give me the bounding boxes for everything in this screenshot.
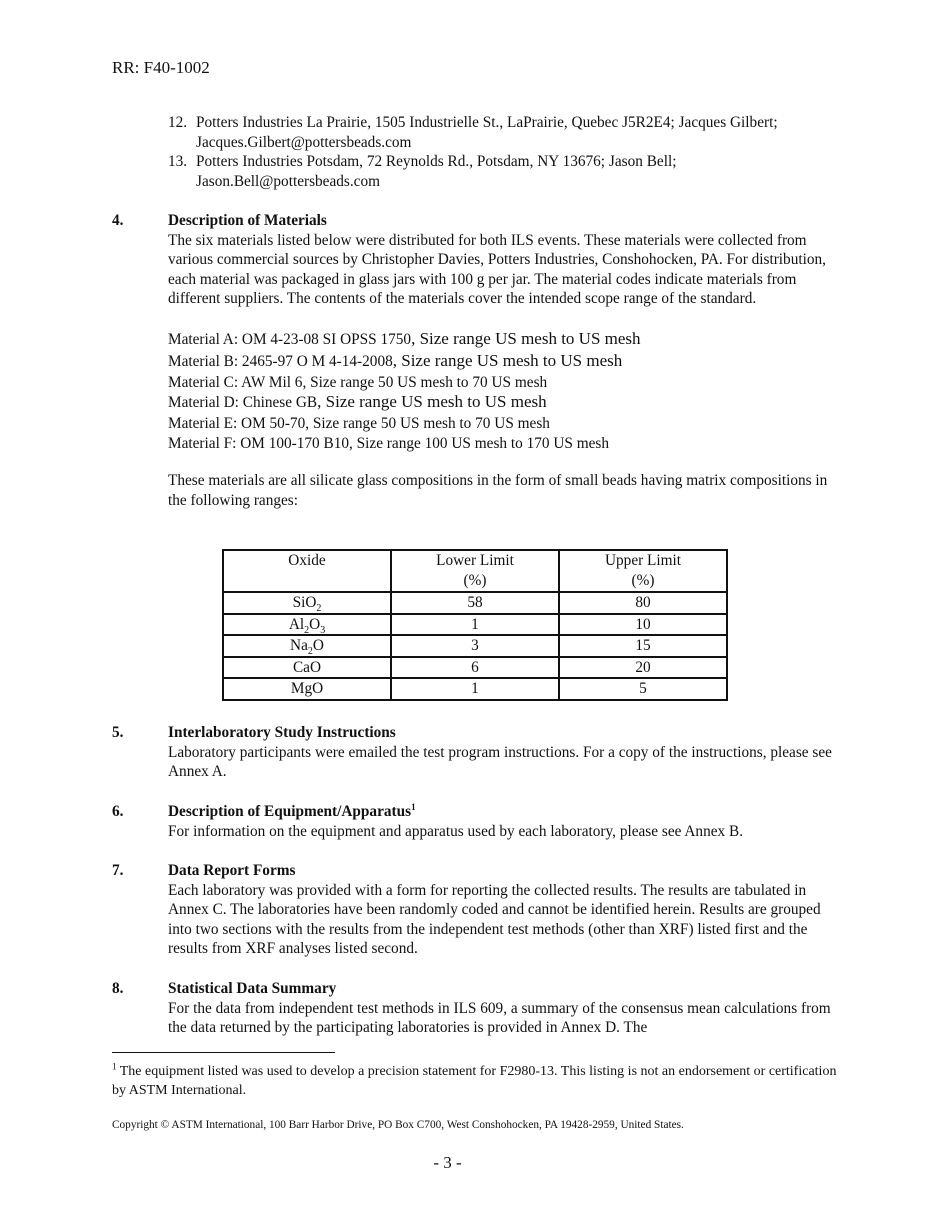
lower-limit-cell: 3 (391, 635, 559, 657)
section-number: 6. (112, 803, 124, 820)
material-lead: Material B: 2465-97 O M 4-14-2008 (168, 352, 393, 370)
materials-list (168, 329, 842, 453)
material-lead: Material D: Chinese GB (168, 393, 318, 411)
section-paragraph: These materials are all silicate glass compositions in the form of small beads having matrix compositions in the following ranges: (168, 471, 828, 509)
section-title: Description of Equipment/Apparatus$^1$ (168, 801, 416, 820)
section-title: Statistical Data Summary (168, 980, 337, 997)
material-range: , Size range US mesh to US mesh (411, 328, 641, 348)
footnote-text: The equipment listed was used to develop a precision statement for F2980-13. This listing is not an endorsement or certification by ASTM International. (112, 1064, 837, 1098)
reference-text: Potters Industries La Prairie, 1505 Industrielle St., LaPrairie, Quebec J5R2E4; Jacques Gilbert; Jacques.Gilbert@pottersbeads.com (196, 114, 778, 151)
lower-limit-cell: 58 (391, 592, 559, 614)
lower-limit-cell: 6 (391, 657, 559, 679)
material-range: , Size range US mesh to US mesh (317, 391, 547, 411)
section-paragraph: Each laboratory was provided with a form for reporting the collected results. The results are tabulated in Annex C. The laboratories have been randomly coded and cannot be identified herein. Results are grouped into two sections with the results from the independent test methods (other than XRF) listed first and the results from XRF analyses listed second. (168, 881, 821, 958)
oxide-cell: $Na_2O$ (223, 635, 391, 657)
column-header: Lower Limit (%) (391, 550, 559, 592)
oxide-cell: $Al_2O_3$ (223, 614, 391, 636)
table-row (223, 678, 727, 700)
reference-list (168, 113, 848, 191)
upper-limit-cell: 80 (559, 592, 727, 614)
table-row (223, 614, 727, 636)
table-row (223, 592, 727, 614)
report-number: RR: F40-1002 (112, 58, 210, 77)
material-item (168, 433, 842, 453)
section-title: Interlaboratory Study Instructions (168, 724, 396, 741)
material-item (168, 392, 842, 413)
section-number: 4. (112, 212, 124, 229)
section-equipment-apparatus (112, 802, 842, 841)
upper-limit-cell: 5 (559, 678, 727, 700)
page-number: - 3 - (433, 1153, 462, 1172)
table-row (223, 657, 727, 679)
oxide-cell: CaO (223, 657, 391, 679)
material-item (168, 372, 842, 392)
oxide-composition-table (222, 549, 728, 701)
material-item (168, 413, 842, 433)
material-item (168, 351, 842, 372)
reference-item (168, 113, 848, 152)
column-header: Oxide (223, 550, 391, 592)
section-number: 8. (112, 980, 124, 997)
footnote-mark: 1 (112, 1061, 117, 1072)
upper-limit-cell: 10 (559, 614, 727, 636)
section-number: 5. (112, 724, 124, 741)
material-item (168, 329, 842, 351)
material-lead: Material A: OM 4-23-08 SI OPSS 1750 (168, 330, 412, 348)
section-paragraph: The six materials listed below were distributed for both ILS events. These materials were collected from various commercial sources by Christopher Davies, Potters Industries, Conshohocken, PA. For distribution, each material was packaged in glass jars with 100 g per jar. The material codes indicate materials from different suppliers. The contents of the materials cover the intended scope range of the standard. (168, 231, 826, 308)
section-interlaboratory-instructions (112, 723, 842, 782)
section-paragraph: For the data from independent test methods in ILS 609, a summary of the consensus mean calculations from the data returned by the participating laboratories is provided in Annex D. The (168, 999, 831, 1037)
reference-item (168, 152, 848, 191)
section-title: Data Report Forms (168, 862, 296, 879)
material-lead: Material E: OM 50-70, Size range 50 US mesh to 70 US mesh (168, 414, 550, 432)
lower-limit-cell: 1 (391, 678, 559, 700)
reference-number: 12. (168, 114, 188, 131)
section-title: Description of Materials (168, 212, 327, 229)
oxide-cell: SiO$_2$ (223, 592, 391, 614)
material-lead: Material C: AW Mil 6, Size range 50 US mesh to 70 US mesh (168, 373, 548, 391)
section-paragraph: Laboratory participants were emailed the test program instructions. For a copy of the instructions, please see Annex A. (168, 743, 832, 781)
table-row (223, 635, 727, 657)
footnote-divider (112, 1052, 335, 1053)
reference-number: 13. (168, 153, 188, 171)
lower-limit-cell: 1 (391, 614, 559, 636)
section-paragraph: For information on the equipment and apparatus used by each laboratory, please see Annex B. (168, 822, 744, 840)
section-statistical-summary (112, 979, 842, 1038)
table-header-row (223, 550, 727, 592)
material-range: , Size range US mesh to US mesh (392, 350, 623, 370)
section-description-of-materials (112, 211, 842, 510)
section-data-report-forms (112, 861, 842, 959)
upper-limit-cell: 20 (559, 657, 727, 679)
reference-text: Potters Industries Potsdam, 72 Reynolds Rd., Potsdam, NY 13676; Jason Bell; Jason.Bell@pottersbeads.com (196, 153, 677, 190)
material-lead: Material F: OM 100-170 B10, Size range 100 US mesh to 170 US mesh (168, 434, 610, 452)
upper-limit-cell: 15 (559, 635, 727, 657)
section-number: 7. (112, 862, 124, 879)
footnote-reference: 1 (411, 801, 416, 812)
footnote (112, 1062, 842, 1100)
column-header: Upper Limit (%) (559, 550, 727, 592)
copyright-notice: Copyright © ASTM International, 100 Barr Harbor Drive, PO Box C700, West Conshohocken, PA 19428-2959, United States. (112, 1119, 684, 1131)
oxide-cell: MgO (223, 678, 391, 700)
